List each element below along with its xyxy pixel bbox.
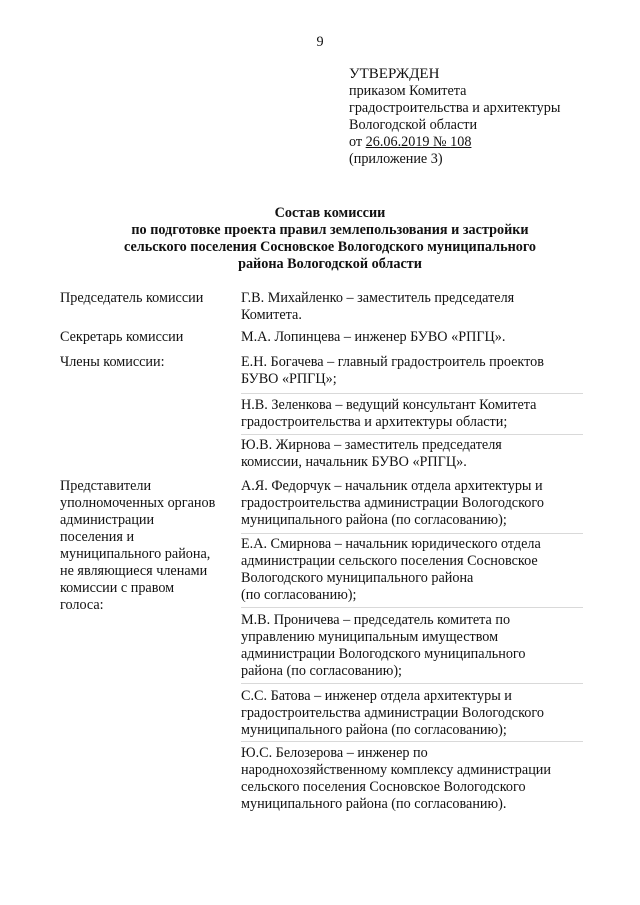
entry-line: комиссии, начальник БУВО «РПГЦ». <box>241 454 467 470</box>
representative-entry <box>241 612 583 680</box>
page-number: 9 <box>316 34 324 50</box>
entry-line: Г.В. Михайленко – заместитель председателя <box>241 290 515 306</box>
entry-line: А.Я. Федорчук – начальник отдела архитектуры и <box>241 478 543 494</box>
row-divider <box>241 607 583 608</box>
row-divider <box>241 741 583 742</box>
title-line: сельского поселения Сосновское Вологодского муниципального <box>123 239 537 255</box>
chair-entry <box>241 290 583 324</box>
role-line: комиссии с правом <box>60 580 175 596</box>
entry-line: С.С. Батова – инженер отдела архитектуры и <box>241 688 512 704</box>
document-title <box>60 205 600 273</box>
entry-line: района (по согласованию); <box>241 663 402 679</box>
representatives-role <box>60 478 238 614</box>
entry-line: М.В. Проничева – председатель комитета по <box>241 612 511 628</box>
entry-line: М.А. Лопинцева – инженер БУВО «РПГЦ». <box>241 329 506 345</box>
entry-line: градостроительства администрации Вологодского <box>241 705 544 721</box>
entry-line: Е.Н. Богачева – главный градостроитель проектов <box>241 354 544 370</box>
entry-line: Н.В. Зеленкова – ведущий консультант Комитета <box>241 397 537 413</box>
entry-line: Комитета. <box>241 307 302 323</box>
row-divider <box>241 393 583 394</box>
role-line: Представители <box>60 478 152 494</box>
entry-line: градостроительства и архитектуры области; <box>241 414 508 430</box>
approval-line: градостроительства и архитектуры <box>349 100 561 116</box>
representative-entry <box>241 745 583 813</box>
entry-line: БУВО «РПГЦ»; <box>241 371 337 387</box>
title-line: района Вологодской области <box>238 256 422 272</box>
approval-line: Вологодской области <box>349 117 478 133</box>
approval-stamp <box>349 66 560 168</box>
row-divider <box>241 683 583 684</box>
entry-line: администрации Вологодского муниципального <box>241 646 526 662</box>
secretary-entry <box>241 329 583 346</box>
entry-line: муниципального района (по согласованию); <box>241 722 507 738</box>
member-entry <box>241 354 583 388</box>
approval-number: 108 <box>450 134 472 150</box>
entry-line: муниципального района (по согласованию). <box>241 796 507 812</box>
chair-role: Председатель комиссии <box>60 290 204 306</box>
member-entry <box>241 437 583 471</box>
entry-line: Ю.В. Жирнова – заместитель председателя <box>241 437 502 453</box>
secretary-role: Секретарь комиссии <box>60 329 184 345</box>
approval-line: приказом Комитета <box>349 83 467 99</box>
entry-line: муниципального района (по согласованию); <box>241 512 507 528</box>
representative-entry <box>241 536 583 604</box>
entry-line: градостроительства администрации Вологодского <box>241 495 544 511</box>
entry-line: Ю.С. Белозерова – инженер по <box>241 745 428 761</box>
row-divider <box>241 434 583 435</box>
approval-appendix: (приложение 3) <box>349 151 443 167</box>
approval-date: 26.06.2019 <box>365 134 430 150</box>
role-line: уполномоченных органов <box>60 495 216 511</box>
entry-line: Вологодского муниципального района <box>241 570 474 586</box>
approval-heading: УТВЕРЖДЕН <box>349 66 440 82</box>
entry-line: народнохозяйственному комплексу администрации <box>241 762 551 778</box>
entry-line: администрации сельского поселения Сосновское <box>241 553 538 569</box>
entry-line: управлению муниципальным имуществом <box>241 629 499 645</box>
row-divider <box>241 533 583 534</box>
number-sign: № <box>429 134 451 150</box>
approval-date-line <box>349 134 560 151</box>
title-line: Состав комиссии <box>274 205 386 221</box>
entry-line: Е.А. Смирнова – начальник юридического отдела <box>241 536 541 552</box>
role-line: администрации <box>60 512 155 528</box>
member-entry <box>241 397 583 431</box>
entry-line: сельского поселения Сосновское Вологодского <box>241 779 526 795</box>
role-line: муниципального района, <box>60 546 211 562</box>
members-role: Члены комиссии: <box>60 354 165 370</box>
representative-entry <box>241 688 583 739</box>
role-line: голоса: <box>60 597 104 613</box>
title-line: по подготовке проекта правил землепользования и застройки <box>131 222 529 238</box>
role-line: не являющиеся членами <box>60 563 208 579</box>
date-prefix: от <box>349 134 366 150</box>
entry-line: (по согласованию); <box>241 587 357 603</box>
representative-entry <box>241 478 583 529</box>
role-line: поселения и <box>60 529 135 545</box>
